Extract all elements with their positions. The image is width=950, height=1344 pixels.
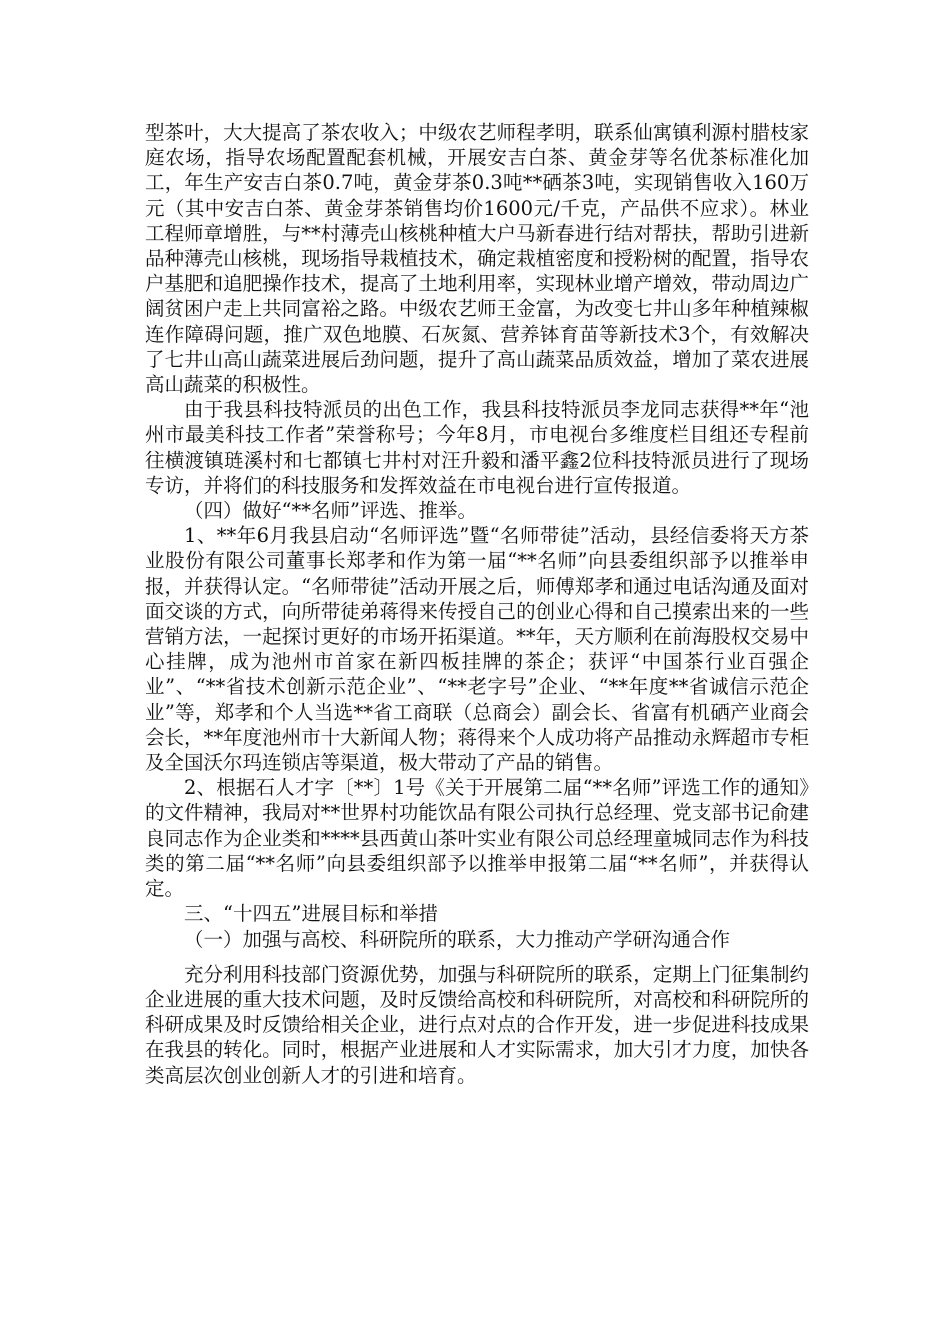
- document-body: [145, 120, 809, 1088]
- heading-section-three: 三、“十四五”进展目标和举措: [184, 902, 438, 926]
- heading-subsection-one: （一）加强与高校、科研院所的联系，大力推动产学研沟通合作: [184, 927, 731, 951]
- heading-famous-master-selection: （四）做好“**名师”评选、推举。: [184, 499, 477, 523]
- paragraph-master-apprentice-1: 1、**年6月我县启动“名师评选”暨“名师带徒”活动，县经信委将天方茶业股份有限公司董事长郑孝和作为第一届“**名师”向县委组织部予以推举申报，并获得认定。“名师带徒”活动开展之后，师傅郑孝和通过电话沟通及面对面交谈的方式，向所带徒弟蒋得来传授自己的创业心得和自己摸索出来的一些营销方法，一起探讨更好的市场开拓渠道。**年，天方顺利在前海股权交易中心挂牌，成为池州市首家在新四板挂牌的茶企；获评“中国茶行业百强企业”、“**省技术创新示范企业”、“**老字号”企业、“**年度**省诚信示范企业”等，郑孝和个人当选**省工商联（总商会）副会长、省富有机硒产业商会会长，**年度池州市十大新闻人物；蒋得来个人成功将产品推动永辉超市专柜及全国沃尔玛连锁店等渠道，极大带动了产品的销售。: [145, 524, 809, 775]
- paragraph-special-envoy-honor: 由于我县科技特派员的出色工作，我县科技特派员李龙同志获得**年“池州市最美科技工作者”荣誉称号；今年8月，市电视台多维度栏目组还专程前往横渡镇琏溪村和七都镇七井村对汪升毅和潘平鑫2位科技特派员进行了现场专访，并将们的科技服务和发挥效益在市电视台进行宣传报道。: [145, 398, 809, 497]
- paragraph-tea-forestry-experts: 型茶叶，大大提高了茶农收入；中级农艺师程孝明，联系仙寓镇利源村腊枝家庭农场，指导农场配置配套机械，开展安吉白茶、黄金芽等名优茶标准化加工，年生产安吉白茶0.7吨，黄金芽茶0.3吨**硒茶3吨，实现销售收入160万元（其中安吉白茶、黄金芽茶销售均价1600元/千克，产品供不应求）。林业工程师章增胜，与**村薄壳山核桃种植大户马新春进行结对帮扶，帮助引进新品种薄壳山核桃，现场指导栽植技术，确定栽植密度和授粉树的配置，指导农户基肥和追肥操作技术，提高了土地利用率，实现林业增产增效，带动周边广阔贫困户走上共同富裕之路。中级农艺师王金富，为改变七井山多年种植辣椒连作障碍问题，推广双色地膜、石灰氮、营养钵育苗等新技术3个，有效解决了七井山高山蔬菜进展后劲问题，提升了高山蔬菜品质效益，增加了菜农进展高山蔬菜的积极性。: [145, 121, 809, 397]
- paragraph-research-cooperation: 充分利用科技部门资源优势，加强与科研院所的联系，定期上门征集制约企业进展的重大技术问题，及时反馈给高校和科研院所，对高校和科研院所的科研成果及时反馈给相关企业，进行点对点的合作开发，进一步促进科技成果在我县的转化。同时，根据产业进展和人才实际需求，加大引才力度，加快各类高层次创业创新人才的引进和培育。: [145, 962, 809, 1087]
- paragraph-master-apprentice-2: 2、根据石人才字〔**〕1号《关于开展第二届“**名师”评选工作的通知》的文件精神，我局对**世界村功能饮品有限公司执行总经理、党支部书记俞建良同志作为企业类和****县西黄山茶叶实业有限公司总经理童城同志作为科技类的第二届“**名师”向县委组织部予以推举申报第二届“**名师”，并获得认定。: [145, 776, 809, 901]
